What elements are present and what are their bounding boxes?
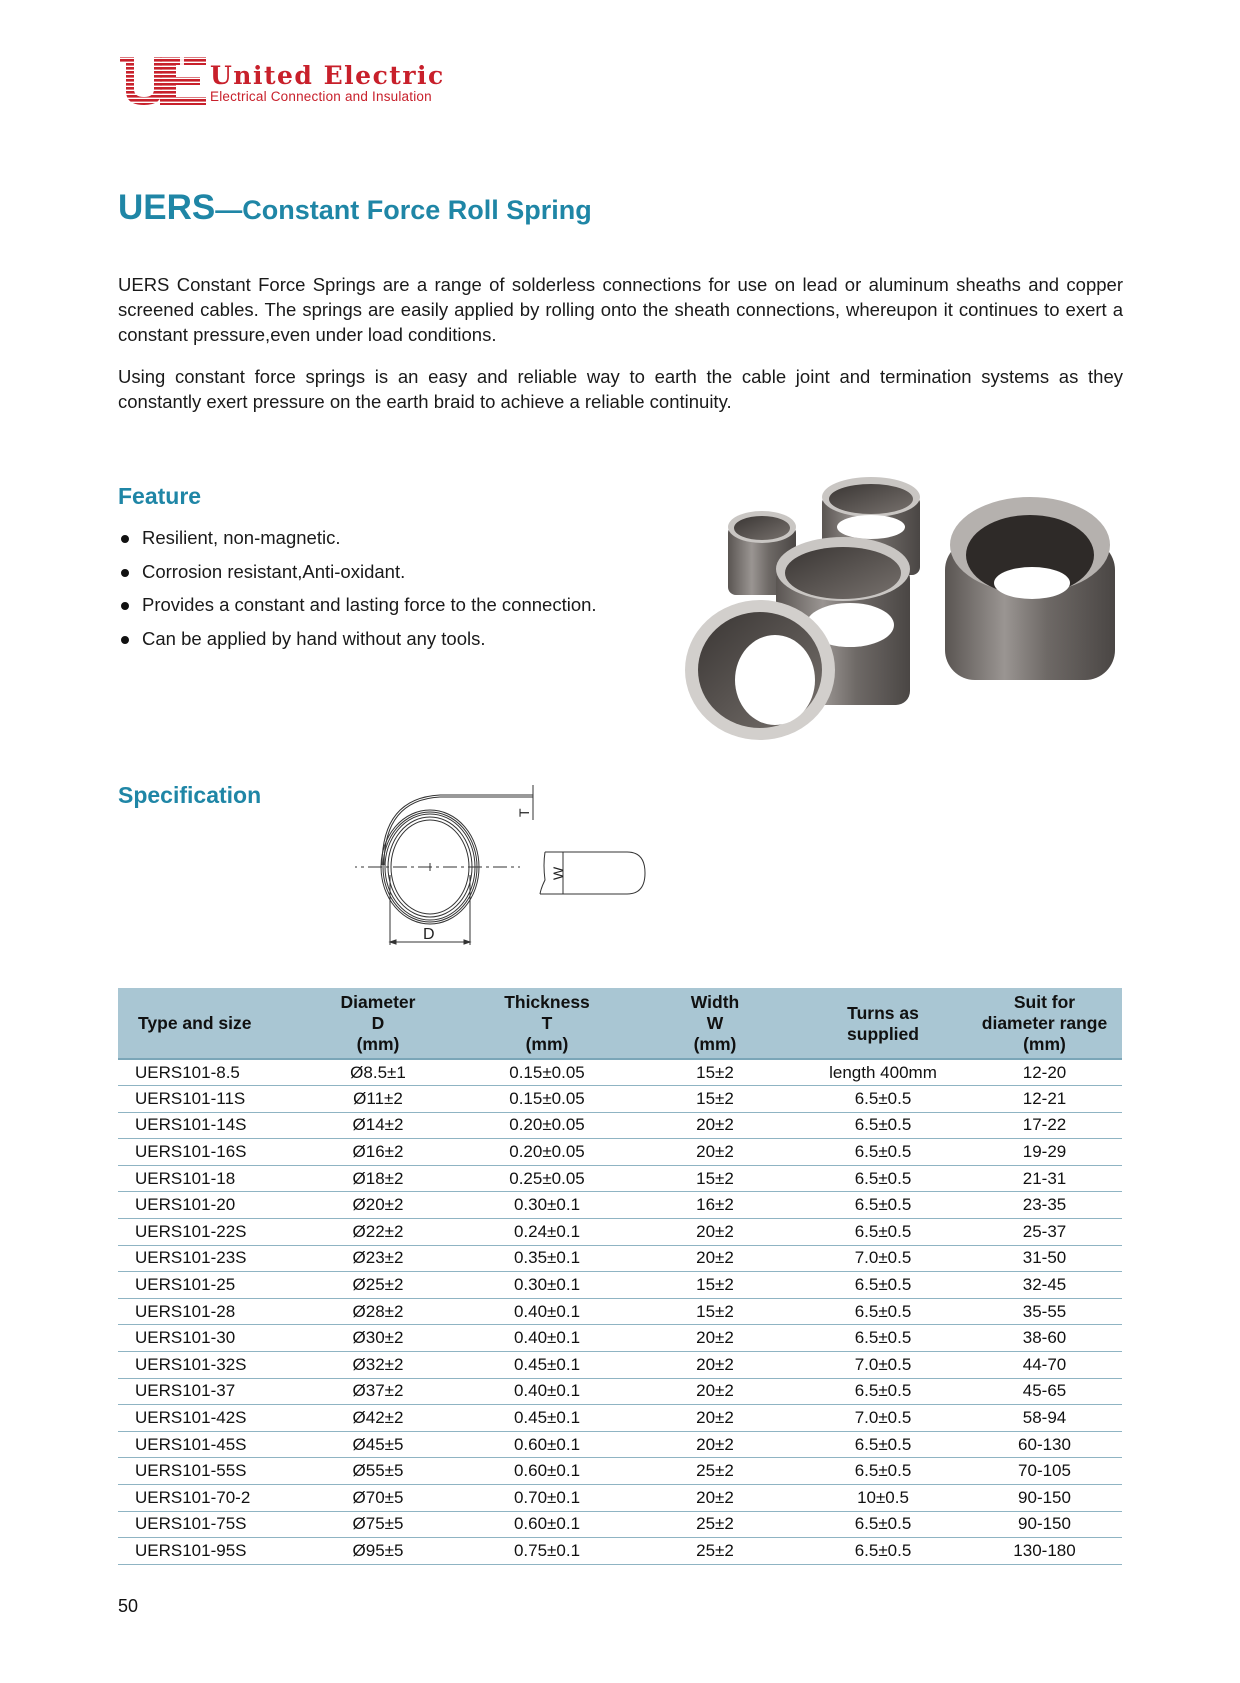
table-cell: 0.70±0.1 (463, 1485, 631, 1512)
table-cell: 16±2 (631, 1192, 799, 1219)
table-cell: Ø75±5 (293, 1511, 463, 1538)
col-header-diameter: Diameter D (mm) (293, 988, 463, 1059)
table-row (118, 1405, 1122, 1432)
table-cell: 0.60±0.1 (463, 1458, 631, 1485)
table-cell: 10±0.5 (799, 1485, 967, 1512)
table-cell: UERS101-20 (118, 1192, 293, 1219)
intro-paragraph: UERS Constant Force Springs are a range of solderless connections for use on lead or aluminum sheaths and copper screened cables. The springs are easily applied by rolling onto the sheath connections, whereupon it continues to exert a constant pressure,even under load conditions. (118, 274, 1123, 345)
table-cell: 6.5±0.5 (799, 1431, 967, 1458)
col-header-range: Suit for diameter range (mm) (967, 988, 1122, 1059)
table-cell: Ø20±2 (293, 1192, 463, 1219)
table-body (118, 1059, 1122, 1564)
table-cell: UERS101-28 (118, 1298, 293, 1325)
table-cell: Ø45±5 (293, 1431, 463, 1458)
table-cell: 20±2 (631, 1352, 799, 1379)
table-cell: 38-60 (967, 1325, 1122, 1352)
table-cell: 15±2 (631, 1086, 799, 1113)
table-cell: UERS101-22S (118, 1219, 293, 1246)
table-cell: 20±2 (631, 1378, 799, 1405)
table-cell: 15±2 (631, 1272, 799, 1299)
page-title (118, 188, 592, 228)
table-row (118, 1325, 1122, 1352)
table-cell: 12-21 (967, 1086, 1122, 1113)
table-cell: 90-150 (967, 1511, 1122, 1538)
table-cell: 20±2 (631, 1245, 799, 1272)
table-cell: UERS101-11S (118, 1086, 293, 1113)
table-cell: 0.20±0.05 (463, 1139, 631, 1166)
table-cell: 0.40±0.1 (463, 1325, 631, 1352)
table-cell: UERS101-8.5 (118, 1059, 293, 1086)
table-cell: Ø14±2 (293, 1112, 463, 1139)
table-cell: 0.15±0.05 (463, 1059, 631, 1086)
table-cell: 6.5±0.5 (799, 1219, 967, 1246)
table-row (118, 1352, 1122, 1379)
table-cell: 6.5±0.5 (799, 1165, 967, 1192)
bullet-icon (121, 602, 129, 610)
table-cell: 0.24±0.1 (463, 1219, 631, 1246)
table-row (118, 1192, 1122, 1219)
intro-text (118, 272, 1123, 431)
table-cell: 20±2 (631, 1431, 799, 1458)
table-cell: 6.5±0.5 (799, 1272, 967, 1299)
table-cell: Ø55±5 (293, 1458, 463, 1485)
table-cell: 17-22 (967, 1112, 1122, 1139)
table-cell: 6.5±0.5 (799, 1538, 967, 1565)
table-cell: Ø28±2 (293, 1298, 463, 1325)
table-cell: Ø32±2 (293, 1352, 463, 1379)
table-cell: 6.5±0.5 (799, 1458, 967, 1485)
table-row (118, 1059, 1122, 1086)
bullet-icon (121, 535, 129, 543)
table-cell: 130-180 (967, 1538, 1122, 1565)
feature-item: Provides a constant and lasting force to the connection. (118, 593, 597, 627)
table-cell: 0.30±0.1 (463, 1192, 631, 1219)
table-cell: 15±2 (631, 1165, 799, 1192)
table-cell: 12-20 (967, 1059, 1122, 1086)
table-cell: 6.5±0.5 (799, 1325, 967, 1352)
table-cell: Ø11±2 (293, 1086, 463, 1113)
table-cell: UERS101-70-2 (118, 1485, 293, 1512)
table-cell: UERS101-23S (118, 1245, 293, 1272)
table-cell: 15±2 (631, 1298, 799, 1325)
table-cell: 23-35 (967, 1192, 1122, 1219)
table-cell: UERS101-25 (118, 1272, 293, 1299)
table-cell: Ø16±2 (293, 1139, 463, 1166)
table-cell: 20±2 (631, 1112, 799, 1139)
table-cell: 6.5±0.5 (799, 1112, 967, 1139)
table-cell: length 400mm (799, 1059, 967, 1086)
table-cell: 21-31 (967, 1165, 1122, 1192)
table-cell: 6.5±0.5 (799, 1139, 967, 1166)
table-cell: 25±2 (631, 1511, 799, 1538)
table-cell: 0.45±0.1 (463, 1405, 631, 1432)
table-row (118, 1165, 1122, 1192)
table-row (118, 1538, 1122, 1565)
table-cell: 6.5±0.5 (799, 1086, 967, 1113)
table-cell: Ø37±2 (293, 1378, 463, 1405)
table-cell: Ø25±2 (293, 1272, 463, 1299)
table-cell: 58-94 (967, 1405, 1122, 1432)
label-t: T (516, 808, 532, 817)
brand-name: United Electric (210, 61, 445, 90)
table-cell: 7.0±0.5 (799, 1405, 967, 1432)
table-cell: 0.20±0.05 (463, 1112, 631, 1139)
table-row (118, 1086, 1122, 1113)
table-cell: 0.45±0.1 (463, 1352, 631, 1379)
table-row (118, 1431, 1122, 1458)
table-cell: UERS101-16S (118, 1139, 293, 1166)
specification-heading: Specification (118, 782, 262, 808)
brand-tagline: Electrical Connection and Insulation (210, 89, 432, 104)
table-cell: 20±2 (631, 1139, 799, 1166)
table-header-row (118, 988, 1122, 1059)
table-cell: UERS101-37 (118, 1378, 293, 1405)
table-cell: 25±2 (631, 1458, 799, 1485)
table-cell: 0.60±0.1 (463, 1511, 631, 1538)
table-cell: 45-65 (967, 1378, 1122, 1405)
intro-paragraph: Using constant force springs is an easy and reliable way to earth the cable joint and termination systems as they constantly exert pressure on the earth braid to achieve a reliable continuity. (118, 366, 1123, 412)
table-row (118, 1378, 1122, 1405)
page-number: 50 (118, 1596, 139, 1616)
table-cell: 0.30±0.1 (463, 1272, 631, 1299)
feature-item: Resilient, non-magnetic. (118, 526, 597, 560)
table-row (118, 1511, 1122, 1538)
table-cell: 7.0±0.5 (799, 1245, 967, 1272)
table-cell: 0.15±0.05 (463, 1086, 631, 1113)
table-cell: UERS101-75S (118, 1511, 293, 1538)
bullet-icon (121, 569, 129, 577)
feature-list (118, 526, 597, 660)
col-header-width: Width W (mm) (631, 988, 799, 1059)
table-cell: UERS101-55S (118, 1458, 293, 1485)
table-cell: 35-55 (967, 1298, 1122, 1325)
table-row (118, 1139, 1122, 1166)
table-cell: Ø22±2 (293, 1219, 463, 1246)
table-row (118, 1219, 1122, 1246)
table-cell: Ø42±2 (293, 1405, 463, 1432)
table-cell: 32-45 (967, 1272, 1122, 1299)
table-cell: 20±2 (631, 1325, 799, 1352)
table-cell: 15±2 (631, 1059, 799, 1086)
table-cell: 6.5±0.5 (799, 1511, 967, 1538)
table-cell: UERS101-32S (118, 1352, 293, 1379)
table-row (118, 1458, 1122, 1485)
specification-table (118, 988, 1122, 1565)
table-cell: Ø95±5 (293, 1538, 463, 1565)
table-cell: 0.75±0.1 (463, 1538, 631, 1565)
table-cell: 0.60±0.1 (463, 1431, 631, 1458)
table-cell: 31-50 (967, 1245, 1122, 1272)
table-cell: 6.5±0.5 (799, 1192, 967, 1219)
table-cell: 60-130 (967, 1431, 1122, 1458)
table-cell: UERS101-45S (118, 1431, 293, 1458)
table-cell: UERS101-95S (118, 1538, 293, 1565)
bullet-icon (121, 636, 129, 644)
table-cell: UERS101-18 (118, 1165, 293, 1192)
product-name: —Constant Force Roll Spring (215, 195, 592, 225)
table-cell: 0.35±0.1 (463, 1245, 631, 1272)
table-cell: 70-105 (967, 1458, 1122, 1485)
table-cell: 0.40±0.1 (463, 1378, 631, 1405)
table-row (118, 1298, 1122, 1325)
table-cell: Ø18±2 (293, 1165, 463, 1192)
feature-item: Can be applied by hand without any tools. (118, 627, 597, 661)
table-cell: Ø23±2 (293, 1245, 463, 1272)
product-code: UERS (118, 188, 216, 227)
table-cell: UERS101-30 (118, 1325, 293, 1352)
table-cell: 20±2 (631, 1485, 799, 1512)
table-row (118, 1272, 1122, 1299)
label-d: D (423, 926, 435, 943)
feature-item: Corrosion resistant,Anti-oxidant. (118, 560, 597, 594)
table-cell: 0.25±0.05 (463, 1165, 631, 1192)
table-row (118, 1112, 1122, 1139)
table-row (118, 1485, 1122, 1512)
product-photo (680, 465, 1120, 745)
table-cell: 25-37 (967, 1219, 1122, 1246)
table-cell: 7.0±0.5 (799, 1352, 967, 1379)
table-cell: Ø30±2 (293, 1325, 463, 1352)
table-cell: 20±2 (631, 1219, 799, 1246)
table-cell: 6.5±0.5 (799, 1298, 967, 1325)
table-cell: 44-70 (967, 1352, 1122, 1379)
feature-heading: Feature (118, 483, 202, 509)
table-cell: 19-29 (967, 1139, 1122, 1166)
col-header-type: Type and size (118, 988, 293, 1059)
table-cell: 90-150 (967, 1485, 1122, 1512)
table-cell: Ø8.5±1 (293, 1059, 463, 1086)
table-cell: Ø70±5 (293, 1485, 463, 1512)
table-row (118, 1245, 1122, 1272)
ue-logo-mark-icon (118, 55, 208, 107)
table-cell: 25±2 (631, 1538, 799, 1565)
label-w: W (550, 866, 566, 880)
table-cell: 20±2 (631, 1405, 799, 1432)
table-cell: 6.5±0.5 (799, 1378, 967, 1405)
table-cell: 0.40±0.1 (463, 1298, 631, 1325)
table-cell: UERS101-14S (118, 1112, 293, 1139)
col-header-thickness: Thickness T (mm) (463, 988, 631, 1059)
brand-logo (118, 55, 445, 107)
col-header-turns: Turns as supplied (799, 988, 967, 1059)
spring-dimension-diagram (355, 780, 685, 950)
table-cell: UERS101-42S (118, 1405, 293, 1432)
